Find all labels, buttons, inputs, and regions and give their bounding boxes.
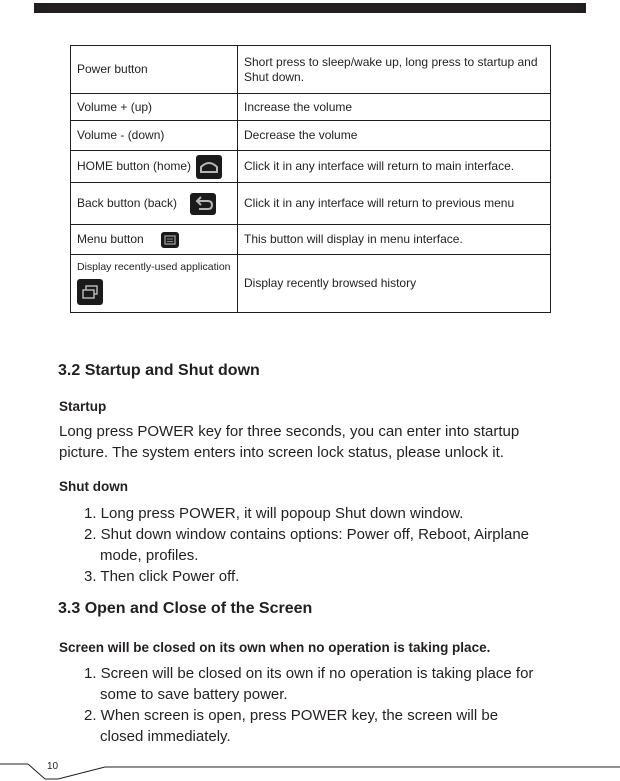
list-item: 3. Then click Power off.	[84, 568, 240, 585]
list-item: 1. Long press POWER, it will popoup Shut down window.	[84, 505, 464, 522]
key-cell: Power button	[71, 46, 238, 94]
action-cell: This button will display in menu interface.	[238, 225, 551, 255]
action-cell: Decrease the volume	[238, 121, 551, 151]
action-cell: Display recently browsed history	[238, 255, 551, 313]
table-row	[71, 94, 551, 121]
home-icon	[196, 155, 222, 179]
action-cell: Short press to sleep/wake up, long press to startup and Shut down.	[238, 46, 551, 94]
footer-line	[0, 752, 620, 781]
table-row	[71, 46, 551, 94]
back-arrow-icon	[190, 193, 216, 215]
shutdown-heading: Shut down	[59, 479, 128, 494]
screen-heading: Screen will be closed on its own when no operation is taking place.	[59, 640, 491, 655]
action-cell: Click it in any interface will return to previous menu	[238, 183, 551, 225]
section-title-startup-shutdown: 3.2 Startup and Shut down	[58, 362, 260, 379]
page-number: 10	[47, 761, 59, 772]
key-cell	[71, 183, 238, 225]
list-item: 2. When screen is open, press POWER key, the screen will be closed immediately.	[84, 707, 499, 745]
key-label: HOME button (home)	[77, 158, 192, 173]
table-row	[71, 225, 551, 255]
menu-icon	[161, 232, 179, 248]
table-row	[71, 255, 551, 313]
startup-heading: Startup	[59, 399, 107, 414]
key-cell	[71, 151, 238, 183]
action-cell: Click it in any interface will return to main interface.	[238, 151, 551, 183]
key-label: Display recently-used application	[77, 261, 231, 273]
key-cell: Volume - (down)	[71, 121, 238, 151]
button-function-table	[70, 45, 551, 313]
key-cell	[71, 225, 238, 255]
key-cell	[71, 255, 238, 313]
screen-steps	[84, 663, 544, 747]
startup-text: Long press POWER key for three seconds, you can enter into startup picture. The system enters into screen lock status, please unlock it.	[59, 423, 520, 461]
list-item: 1. Screen will be closed on its own if no operation is taking place for some to save battery power.	[84, 665, 534, 703]
action-cell: Increase the volume	[238, 94, 551, 121]
key-label: Menu button	[77, 231, 144, 246]
table-row	[71, 151, 551, 183]
table-row	[71, 121, 551, 151]
header-bar	[34, 3, 586, 13]
shutdown-steps	[84, 503, 544, 587]
table-row	[71, 183, 551, 225]
key-label: Back button (back)	[77, 195, 178, 210]
key-cell: Volume + (up)	[71, 94, 238, 121]
list-item: 2. Shut down window contains options: Power off, Reboot, Airplane mode, profiles.	[84, 526, 529, 564]
recent-apps-icon	[77, 279, 103, 305]
section-title-screen: 3.3 Open and Close of the Screen	[58, 600, 313, 617]
